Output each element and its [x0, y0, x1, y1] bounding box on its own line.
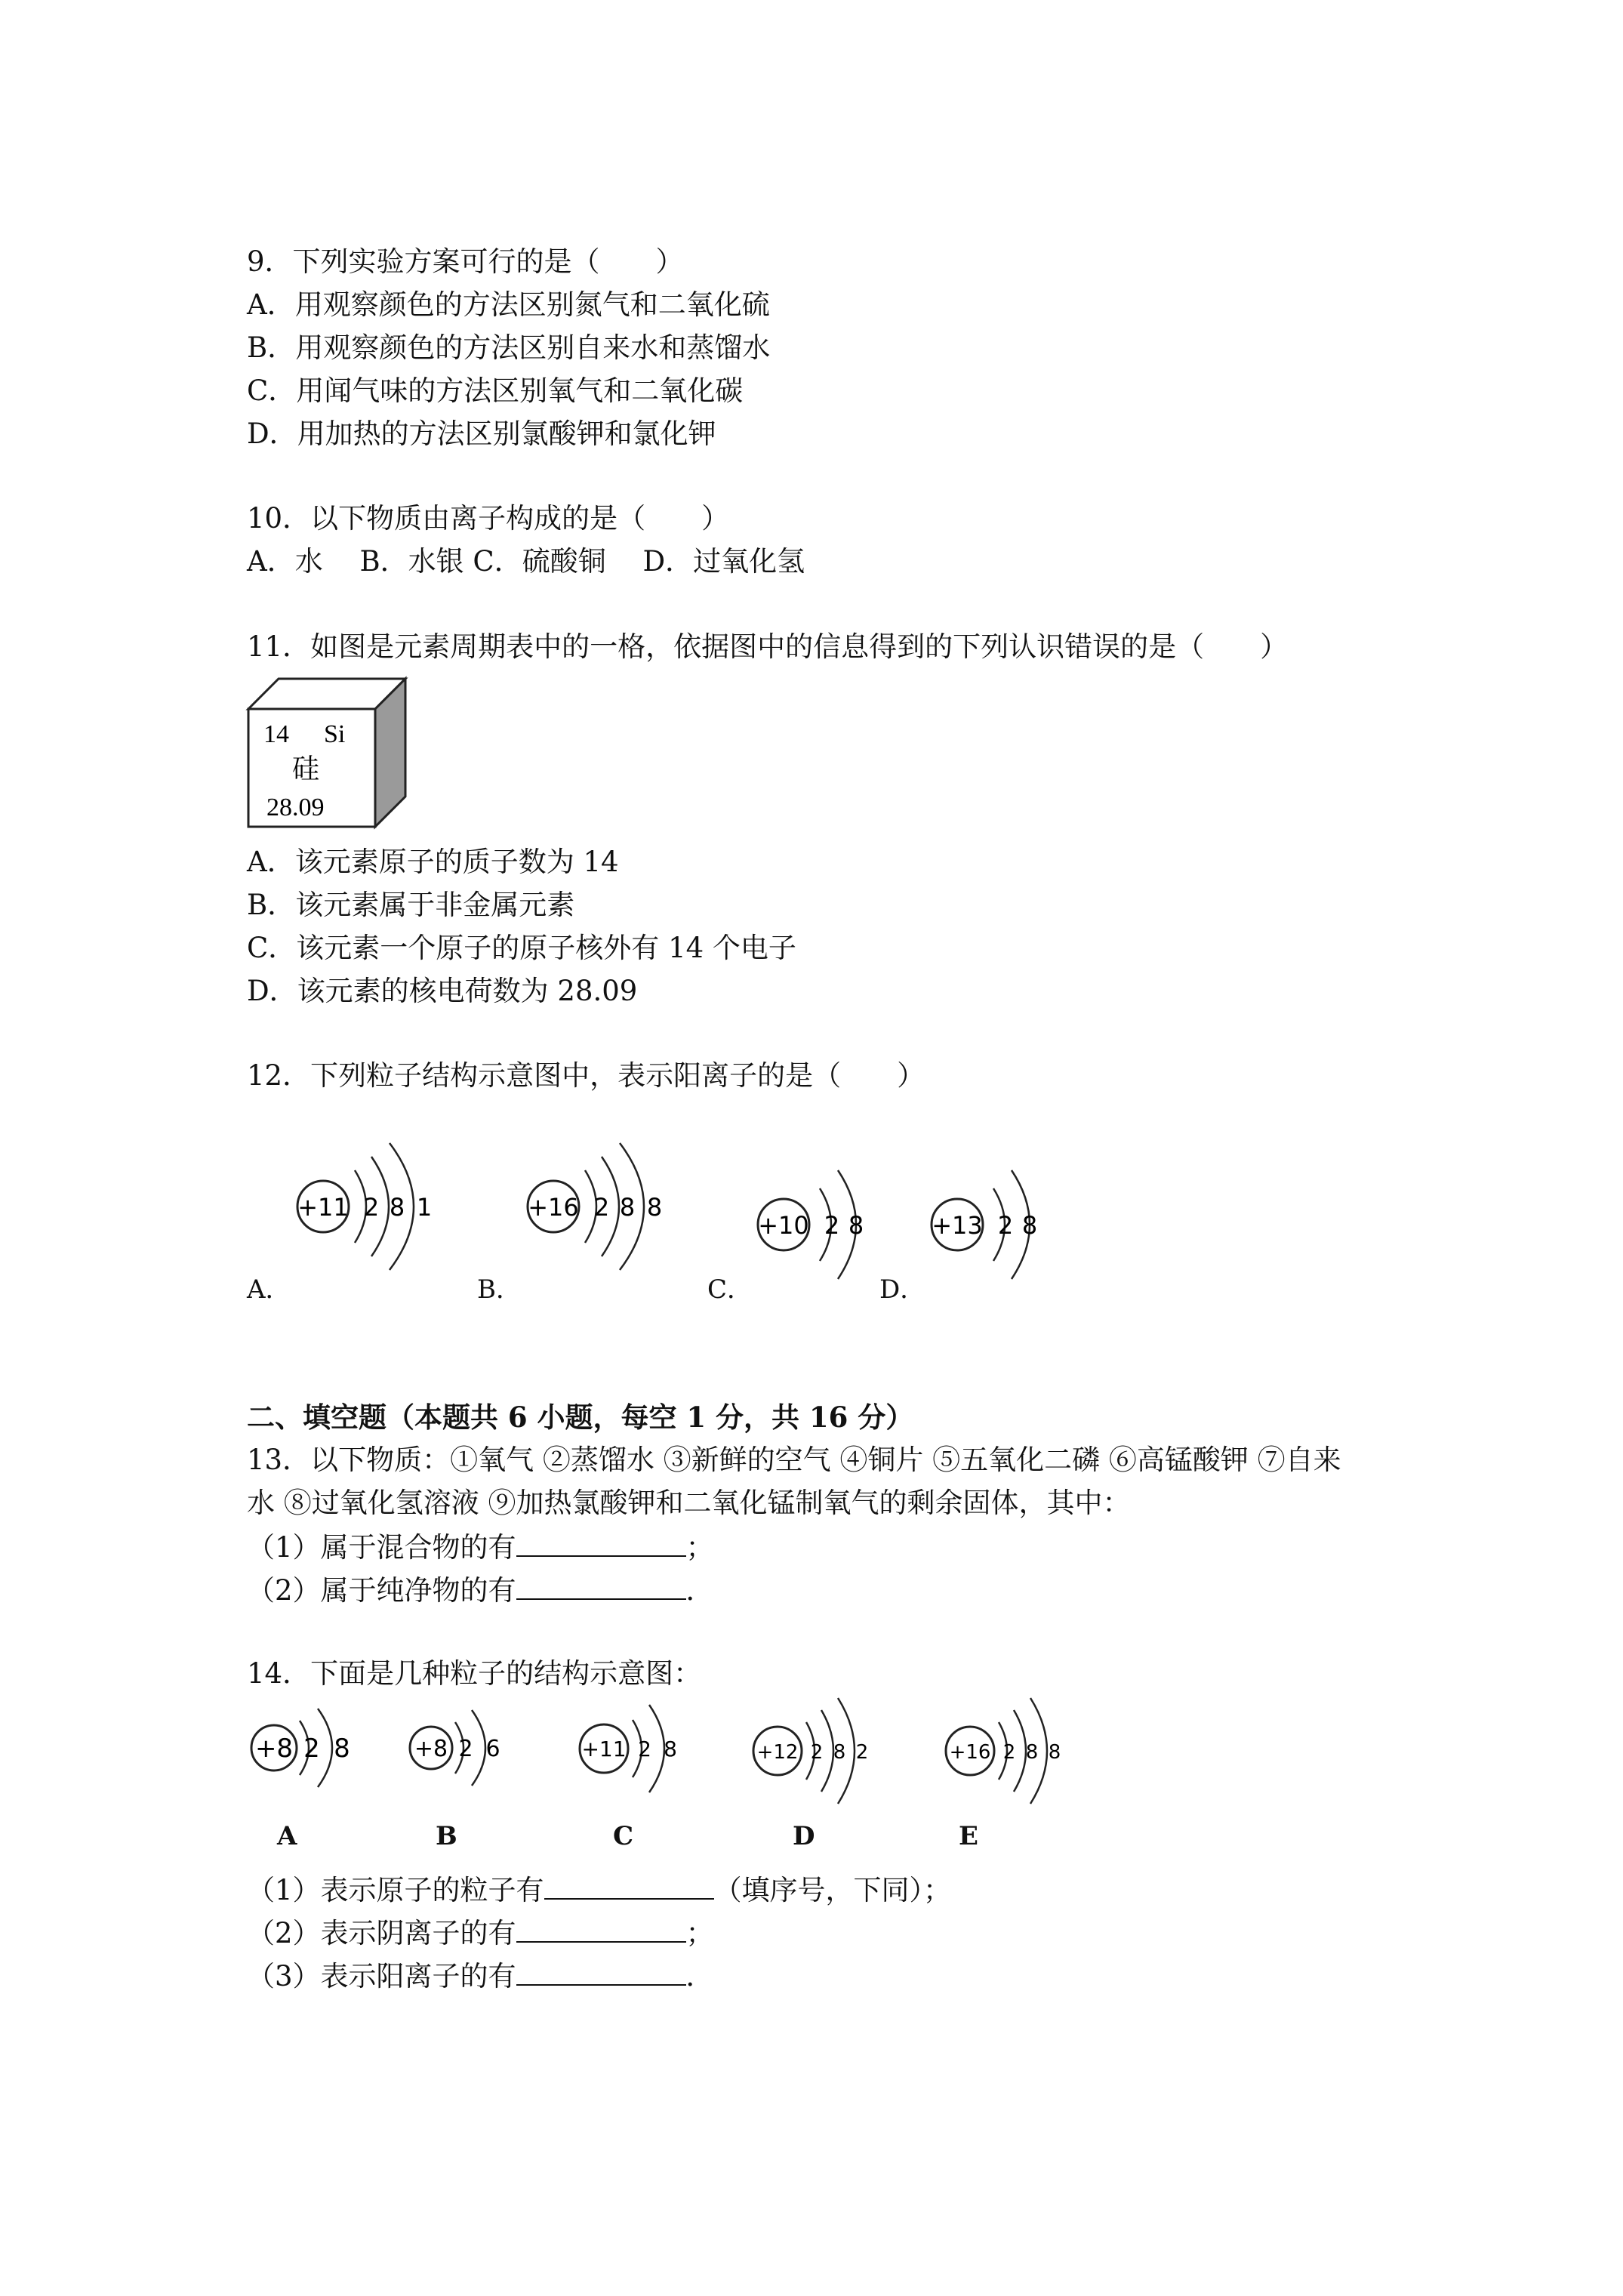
- svg-text:2: 2: [303, 1734, 320, 1764]
- q14-atom-diagram-b: [404, 1703, 517, 1801]
- svg-text:2: 2: [458, 1736, 473, 1762]
- element-symbol: Si: [324, 720, 346, 748]
- q10-options: A．水 B．水银 C．硫酸铜 D．过氧化氢: [247, 545, 805, 578]
- q9-option-d: D．用加热的方法区别氯酸钾和氯化钾: [247, 418, 716, 450]
- q9-option-c: C．用闻气味的方法区别氧气和二氧化碳: [247, 374, 744, 407]
- q14-label-b: B: [436, 1821, 457, 1851]
- q13-stem-line1: 13．以下物质：①氧气 ②蒸馏水 ③新鲜的空气 ④铜片 ⑤五氧化二磷 ⑥高锰酸钾 ⑦自来: [247, 1444, 1341, 1476]
- q14-blank-2[interactable]: [516, 1915, 686, 1943]
- q14-blank-1[interactable]: [544, 1872, 714, 1900]
- svg-text:2: 2: [638, 1737, 651, 1761]
- q9-option-a: A．用观察颜色的方法区别氮气和二氧化硫: [247, 288, 770, 321]
- q12-label-d: D．: [879, 1274, 926, 1305]
- q14-blank-3[interactable]: [516, 1959, 686, 1986]
- q14-label-e: E: [959, 1821, 978, 1851]
- q14-sub3: （3）表示阳离子的有 ．: [247, 1960, 714, 1992]
- element-mass: 28.09: [266, 794, 325, 821]
- q10-stem: 10．以下物质由离子构成的是（ ）: [247, 502, 730, 535]
- q12-label-a: A．: [247, 1274, 291, 1305]
- svg-text:8: 8: [848, 1211, 864, 1240]
- q12-atom-diagram-c: [747, 1163, 876, 1306]
- svg-text:8: 8: [646, 1193, 663, 1222]
- svg-text:8: 8: [619, 1193, 636, 1222]
- svg-text:2: 2: [593, 1193, 610, 1222]
- svg-text:+8: +8: [414, 1736, 448, 1762]
- q14-sub2: （2）表示阴离子的有 ；: [247, 1917, 714, 1949]
- svg-text:8: 8: [664, 1737, 677, 1761]
- svg-text:+13: +13: [932, 1211, 983, 1240]
- section2-heading: 二、填空题（本题共 6 小题，每空 1 分，共 16 分）: [247, 1401, 914, 1434]
- q14-label-c: C: [613, 1821, 634, 1851]
- svg-text:+12: +12: [756, 1741, 799, 1764]
- q14-stem: 14．下面是几种粒子的结构示意图：: [247, 1657, 702, 1690]
- svg-text:2: 2: [1002, 1741, 1016, 1764]
- svg-text:+8: +8: [254, 1734, 294, 1764]
- q12-atom-diagram-b: [517, 1140, 676, 1306]
- q13-sub1: （1）属于混合物的有 ；: [247, 1531, 714, 1564]
- svg-text:+16: +16: [528, 1193, 579, 1222]
- q14-sub1: （1）表示原子的粒子有 （填序号，下同）；: [247, 1874, 952, 1906]
- svg-text:2: 2: [363, 1193, 380, 1222]
- periodic-table-cell: [245, 676, 411, 831]
- q13-sub2: （2）属于纯净物的有 ．: [247, 1574, 714, 1607]
- svg-text:1: 1: [416, 1193, 433, 1222]
- q12-label-c: C．: [707, 1274, 753, 1305]
- svg-text:8: 8: [1025, 1741, 1039, 1764]
- svg-text:2: 2: [824, 1211, 840, 1240]
- q11-stem: 11．如图是元素周期表中的一格，依据图中的信息得到的下列认识错误的是（ ）: [247, 630, 1289, 663]
- q12-label-b: B．: [477, 1274, 522, 1305]
- svg-text:2: 2: [997, 1211, 1014, 1240]
- q11-option-b: B．该元素属于非金属元素: [247, 889, 575, 921]
- svg-text:8: 8: [1021, 1211, 1038, 1240]
- svg-text:8: 8: [1048, 1741, 1061, 1764]
- svg-text:+10: +10: [758, 1211, 809, 1240]
- q9-option-b: B．用观察颜色的方法区别自来水和蒸馏水: [247, 331, 771, 364]
- svg-text:+11: +11: [297, 1193, 349, 1222]
- svg-text:8: 8: [833, 1741, 846, 1764]
- q14-atom-diagram-d: [747, 1695, 891, 1808]
- q11-option-d: D．该元素的核电荷数为 28.09: [247, 975, 638, 1007]
- element-number: 14: [263, 720, 289, 748]
- svg-text:+11: +11: [581, 1737, 627, 1761]
- q13-stem-line2: 水 ⑧过氧化氢溶液 ⑨加热氯酸钾和二氧化锰制氧气的剩余固体，其中：: [247, 1487, 1131, 1519]
- q12-atom-diagram-a: [287, 1140, 445, 1306]
- q14-atom-diagram-a: [245, 1703, 366, 1801]
- q9-stem: 9．下列实验方案可行的是（ ）: [247, 245, 684, 278]
- q14-atom-diagram-e: [940, 1695, 1083, 1808]
- q12-atom-diagram-d: [921, 1163, 1049, 1306]
- q14-label-d: D: [793, 1821, 815, 1851]
- svg-text:+16: +16: [949, 1741, 991, 1764]
- element-name: 硅: [292, 754, 320, 784]
- q14-atom-diagram-c: [574, 1699, 702, 1804]
- svg-text:6: 6: [485, 1736, 500, 1762]
- q12-stem: 12．下列粒子结构示意图中，表示阳离子的是（ ）: [247, 1059, 925, 1092]
- svg-text:8: 8: [389, 1193, 405, 1222]
- q11-option-a: A．该元素原子的质子数为 14: [247, 846, 619, 878]
- q11-option-c: C．该元素一个原子的原子核外有 14 个电子: [247, 932, 796, 964]
- q14-label-a: A: [277, 1821, 297, 1851]
- svg-text:2: 2: [810, 1741, 824, 1764]
- svg-text:8: 8: [334, 1734, 350, 1764]
- svg-text:2: 2: [855, 1741, 869, 1764]
- q13-blank-2[interactable]: [516, 1573, 686, 1600]
- q13-blank-1[interactable]: [516, 1530, 686, 1557]
